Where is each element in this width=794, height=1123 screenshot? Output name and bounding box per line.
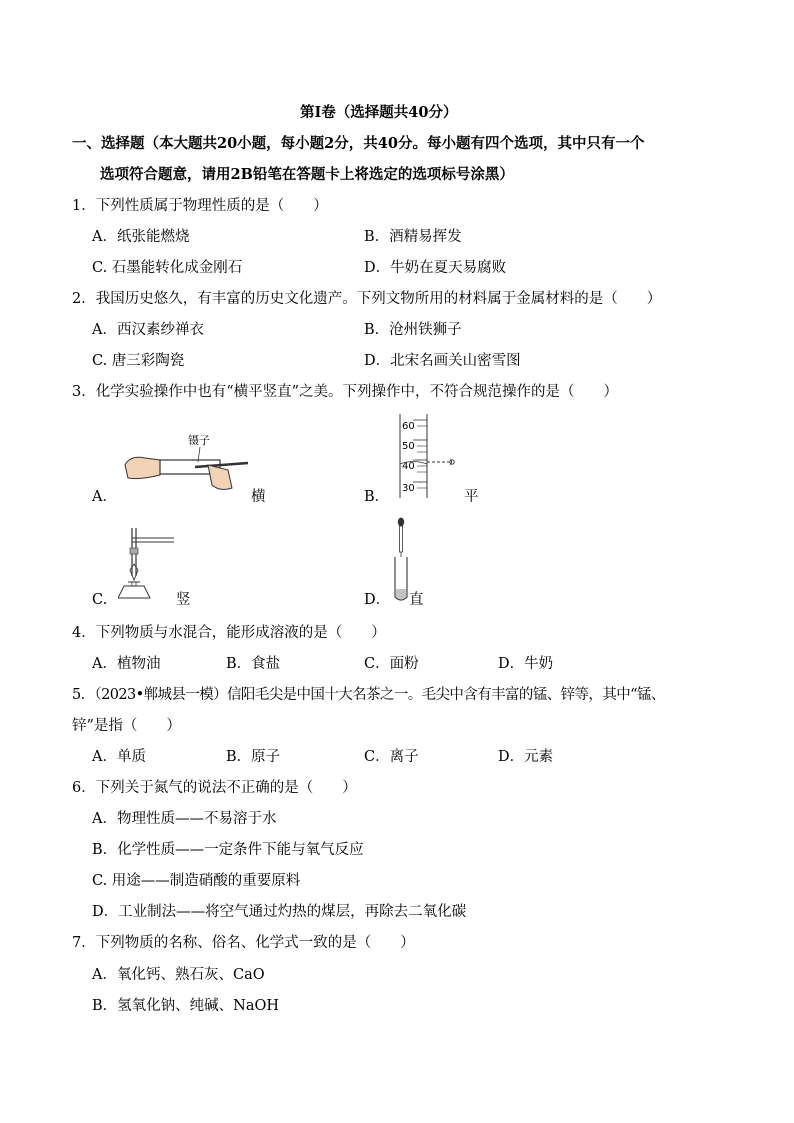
question-7-option-a[interactable]: A．氧化钙、熟石灰、CaO	[92, 967, 265, 983]
question-1-option-d[interactable]: D．牛奶在夏天易腐败	[364, 260, 507, 276]
question-2-option-a[interactable]: A．西汉素纱禅衣	[92, 322, 204, 338]
question-2-stem: 2．我国历史悠久，有丰富的历史文化遗产。下列文物所用的材料属于金属材料的是（ ）	[72, 291, 662, 307]
scale-tick-50: 50	[402, 441, 415, 452]
question-5-stem-line2: 锌”是指（ ）	[72, 718, 181, 734]
question-3-option-b[interactable]: B．	[364, 489, 390, 505]
question-4-stem: 4．下列物质与水混合，能形成溶液的是（ ）	[72, 625, 386, 641]
question-3-option-c[interactable]: C.	[92, 592, 108, 608]
question-2-option-d[interactable]: D．北宋名画关山密雪图	[364, 353, 521, 369]
figure-a-label: 横	[251, 489, 266, 505]
scale-tick-40: 40	[402, 461, 415, 472]
question-4-option-a[interactable]: A．植物油	[92, 656, 161, 672]
question-1-option-c[interactable]: C. 石墨能转化成金刚石	[92, 260, 243, 276]
scale-tick-60: 60	[402, 421, 415, 432]
question-6-option-d[interactable]: D．工业制法——将空气通过灼热的煤层，再除去二氧化碳	[92, 904, 467, 920]
question-1-option-a[interactable]: A．纸张能燃烧	[92, 229, 190, 245]
question-4-option-d[interactable]: D．牛奶	[498, 656, 554, 672]
flame-icon	[130, 564, 138, 580]
question-1-option-b[interactable]: B．酒精易挥发	[364, 229, 462, 245]
figure-a-tool-label: 镊子	[188, 434, 210, 447]
question-6-option-c[interactable]: C. 用途——制造硝酸的重要原料	[92, 873, 301, 889]
figure-c-label: 竖	[176, 592, 191, 608]
question-5-option-a[interactable]: A．单质	[92, 749, 146, 765]
figure-graduated-cylinder	[393, 412, 473, 502]
question-3-option-a[interactable]: A．	[92, 489, 117, 505]
question-4-option-c[interactable]: C．面粉	[364, 656, 419, 672]
question-2-option-c[interactable]: C. 唐三彩陶瓷	[92, 353, 185, 369]
question-7-stem: 7．下列物质的名称、俗名、化学式一致的是（ ）	[72, 935, 415, 951]
question-7-option-b[interactable]: B．氢氧化钠、纯碱、NaOH	[92, 998, 280, 1014]
section-instruction-line2: 选项符合题意，请用2B铅笔在答题卡上将选定的选项标号涂黑）	[100, 166, 514, 183]
question-3-stem: 3．化学实验操作中也有“横平竖直”之美。下列操作中，不符合规范操作的是（ ）	[72, 384, 619, 400]
page-title: 第Ⅰ卷（选择题共40分）	[300, 104, 458, 121]
question-1-stem: 1．下列性质属于物理性质的是（ ）	[72, 198, 328, 214]
figure-d-label: 直	[409, 592, 424, 608]
figure-test-tube-heating	[118, 526, 178, 604]
question-2-option-b[interactable]: B．沧州铁狮子	[364, 322, 462, 338]
figure-b-label: 平	[464, 489, 479, 505]
question-6-option-a[interactable]: A．物理性质——不易溶于水	[92, 811, 277, 827]
question-5-option-b[interactable]: B．原子	[226, 749, 281, 765]
question-5-stem-line1: 5．（2023•郸城县一模）信阳毛尖是中国十大名茶之一。毛尖中含有丰富的锰、锌等，其中“锰、	[72, 687, 665, 703]
figure-dropper-tube	[391, 515, 411, 605]
scale-tick-30: 30	[402, 483, 415, 494]
question-5-option-c[interactable]: C．离子	[364, 749, 419, 765]
question-5-option-d[interactable]: D．元素	[498, 749, 554, 765]
figure-tweezers-horizontal	[120, 430, 260, 500]
question-3-option-d[interactable]: D．	[364, 592, 391, 608]
section-instruction-line1: 一、选择题（本大题共20小题，每小题2分，共40分。每小题有四个选项，其中只有一个	[72, 135, 645, 152]
question-6-option-b[interactable]: B．化学性质——一定条件下能与氧气反应	[92, 842, 364, 858]
question-4-option-b[interactable]: B．食盐	[226, 656, 281, 672]
question-6-stem: 6．下列关于氮气的说法不正确的是（ ）	[72, 780, 357, 796]
